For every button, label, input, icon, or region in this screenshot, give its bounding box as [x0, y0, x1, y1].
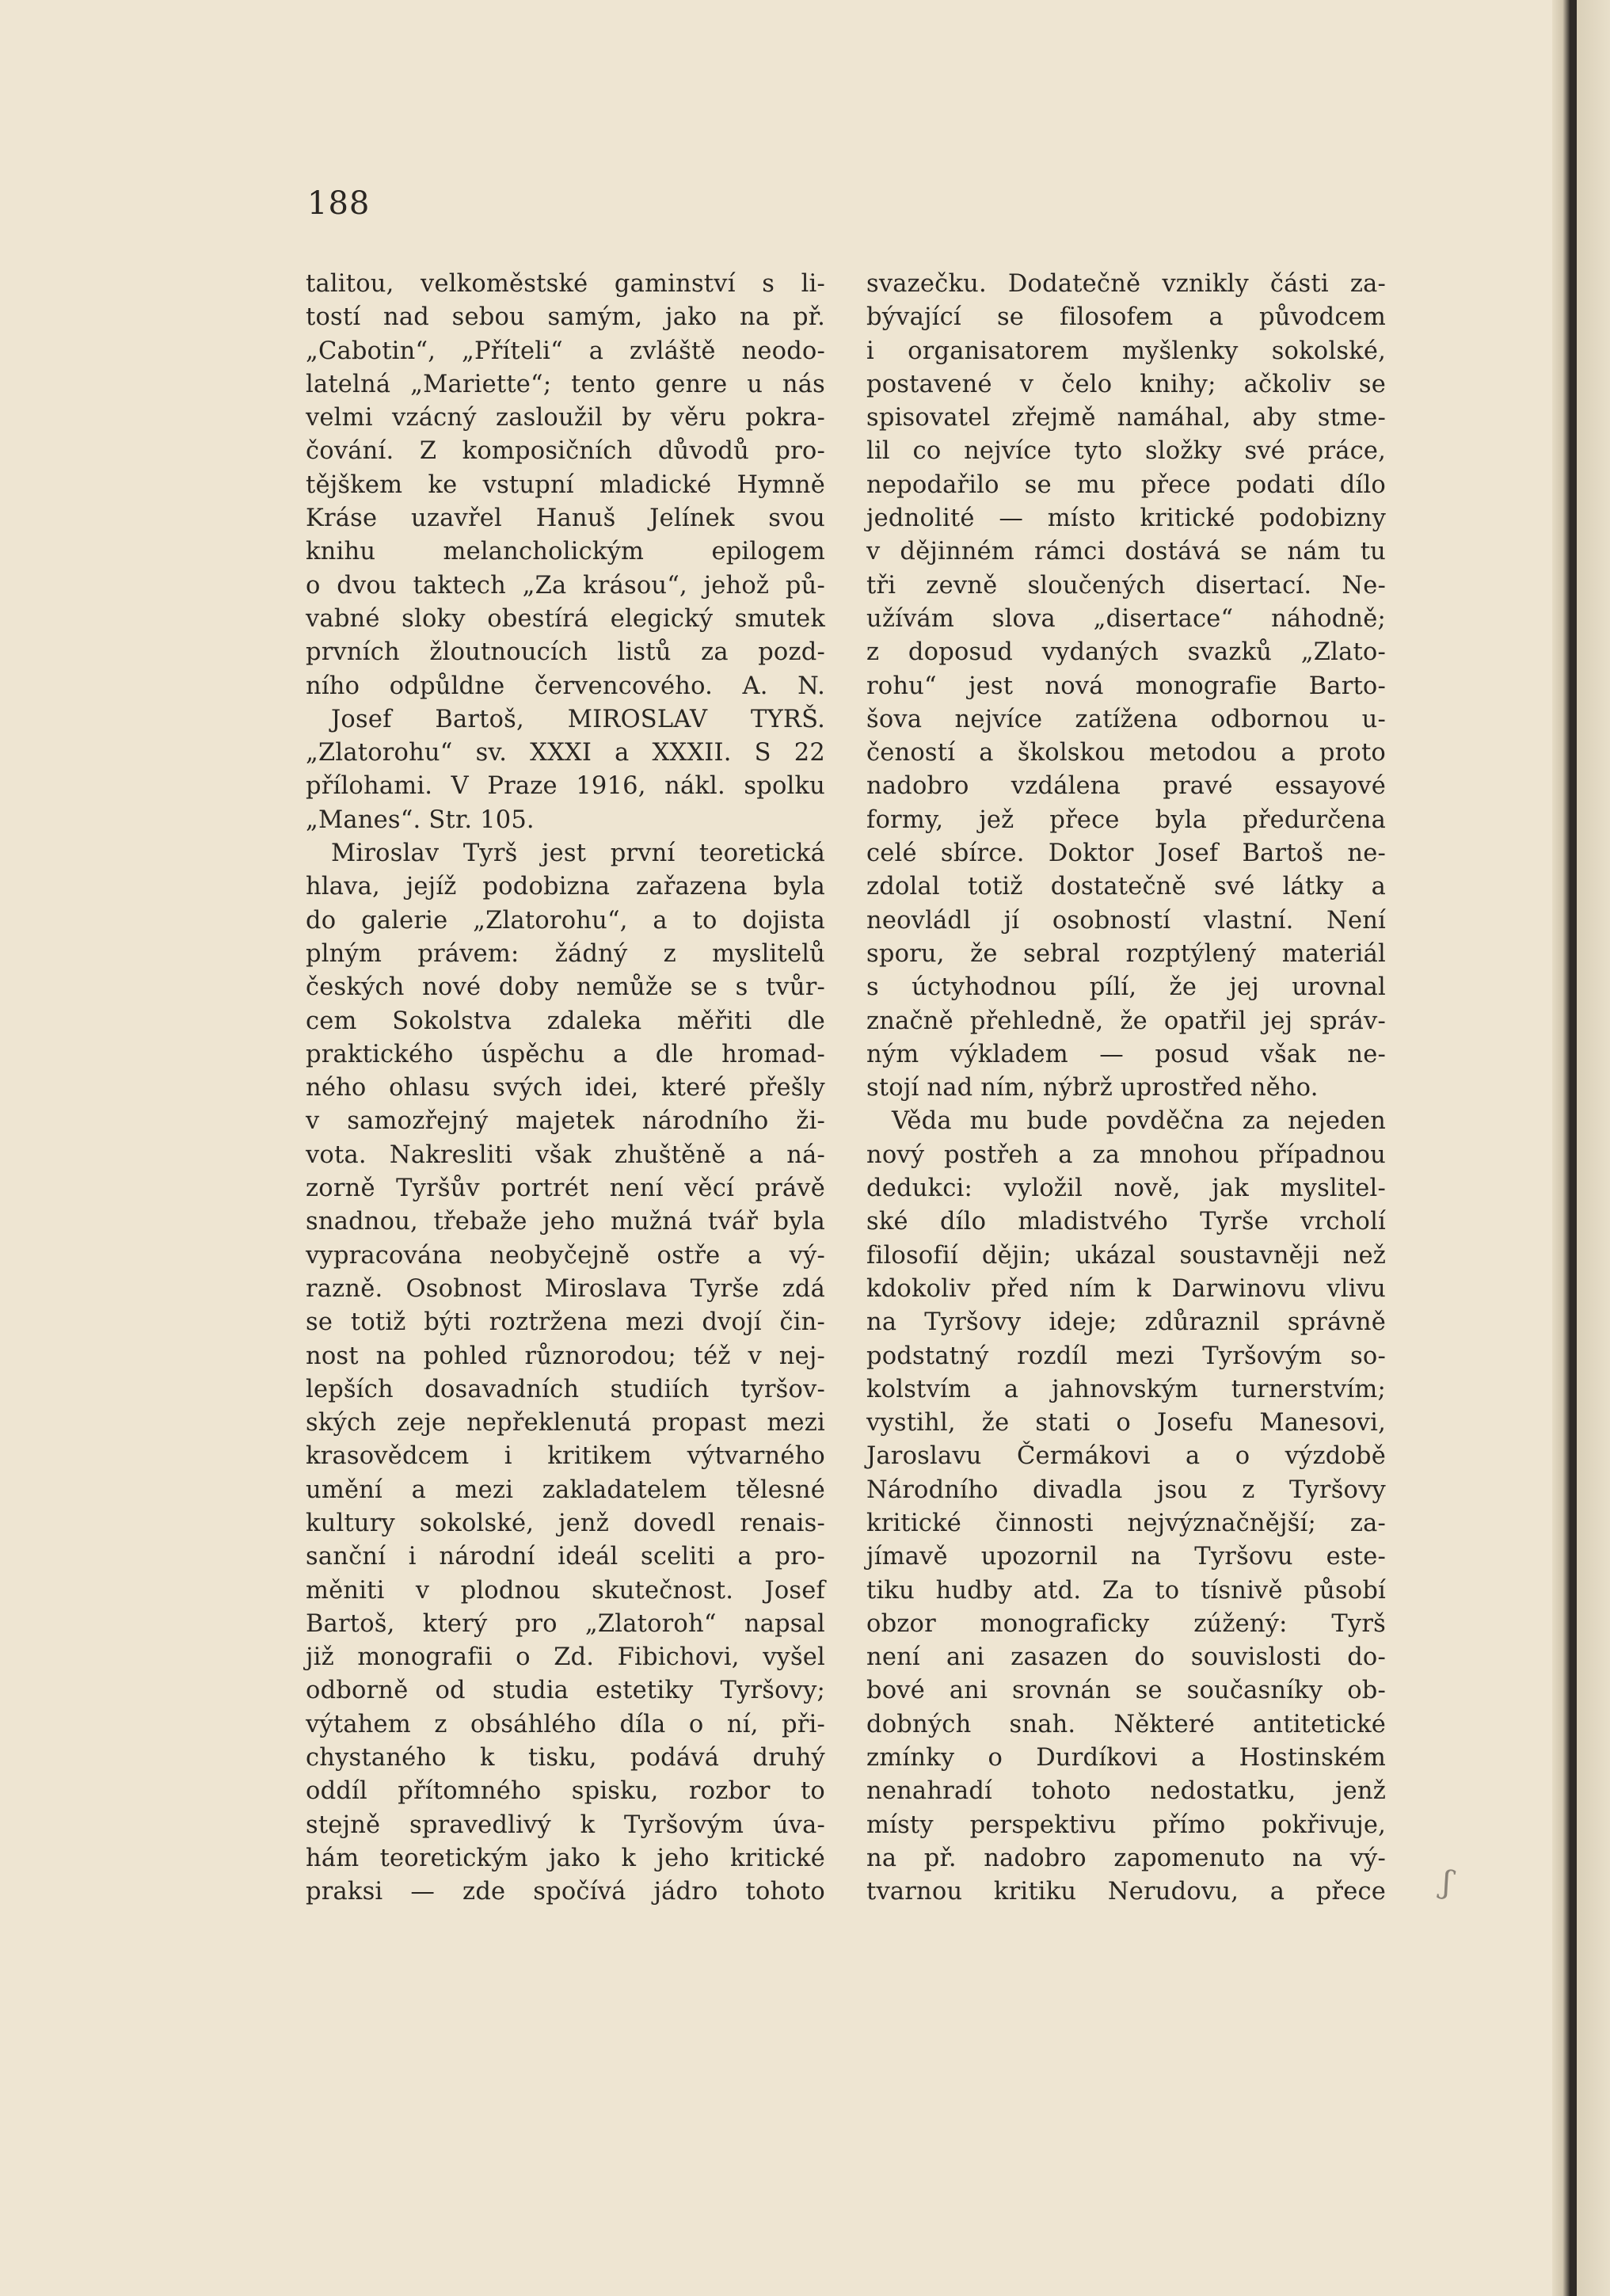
text-line: velmi vzácný zasloužil by věru pokra- — [306, 404, 825, 432]
text-line: lepších dosavadních studiích tyršov- — [306, 1375, 825, 1403]
text-line: odborně od studia estetiky Tyršovy; — [306, 1677, 825, 1705]
text-line: bové ani srovnán se současníky ob- — [866, 1677, 1386, 1705]
text-line: bývající se filosofem a původcem — [866, 303, 1386, 332]
text-line: místy perspektivu přímo pokřivuje, — [866, 1811, 1386, 1839]
text-line: kolstvím a jahnovským turnerstvím; — [866, 1375, 1386, 1403]
text-line: do galerie „Zlatorohu“, a to dojista — [306, 906, 825, 935]
text-line: z doposud vydaných svazků „Zlato- — [866, 638, 1386, 667]
text-line: měniti v plodnou skutečnost. Josef — [306, 1576, 825, 1605]
text-line: i organisatorem myšlenky sokolské, — [866, 337, 1386, 365]
adjacent-page-edge — [1577, 0, 1610, 2296]
text-line: „Cabotin“, „Příteli“ a zvláště neodo- — [306, 337, 825, 365]
text-line: podstatný rozdíl mezi Tyršovým so- — [866, 1342, 1386, 1370]
text-line: chystaného k tisku, podává druhý — [306, 1744, 825, 1772]
text-line: vota. Nakresliti však zhuštěně a ná- — [306, 1140, 825, 1169]
text-line: se totiž býti roztržena mezi dvojí čin- — [306, 1308, 825, 1337]
text-line: již monografii o Zd. Fibichovi, vyšel — [306, 1643, 825, 1672]
text-line: užívám slova „disertace“ náhodně; — [866, 604, 1386, 633]
text-line: postavené v čelo knihy; ačkoliv se — [866, 370, 1386, 398]
text-line: latelná „Mariette“; tento genre u nás — [306, 370, 825, 398]
text-line: plným právem: žádný z myslitelů — [306, 939, 825, 968]
text-line: s úctyhodnou pílí, že jej urovnal — [866, 973, 1386, 1002]
text-line: „Zlatorohu“ sv. XXXI a XXXII. S 22 — [306, 739, 825, 767]
text-line: formy, jež přece byla předurčena — [866, 805, 1386, 834]
text-line: svazečku. Dodatečně vznikly části za- — [866, 270, 1386, 298]
text-line: nenahradí tohoto nedostatku, jenž — [866, 1777, 1386, 1806]
text-line: značně přehledně, že opatřil jej správ- — [866, 1007, 1386, 1035]
text-line: lil co nejvíce tyto složky své práce, — [866, 437, 1386, 466]
text-line: vystihl, že stati o Josefu Manesovi, — [866, 1409, 1386, 1437]
text-line: dobných snah. Některé antitetické — [866, 1710, 1386, 1738]
text-line: nový postřeh a za mnohou případnou — [866, 1140, 1386, 1169]
text-line: oddíl přítomného spisku, rozbor to — [306, 1777, 825, 1806]
text-line: filosofií dějin; ukázal soustavněji než — [866, 1241, 1386, 1270]
text-line: rohu“ jest nová monografie Barto- — [866, 672, 1386, 700]
text-line: na př. nadobro zapomenuto na vý- — [866, 1844, 1386, 1872]
left-text-column — [306, 268, 825, 1910]
spine-shadow — [1552, 0, 1570, 2296]
text-line: tiku hudby atd. Za to tísnivě působí — [866, 1576, 1386, 1605]
text-line: krasovědcem i kritikem výtvarného — [306, 1442, 825, 1471]
text-line: jímavě upozornil na Tyršovu este- — [866, 1543, 1386, 1571]
text-line: Miroslav Tyrš jest první teoretická — [331, 840, 825, 868]
text-line: Věda mu bude povděčna za nejeden — [892, 1107, 1386, 1136]
text-line: zmínky o Durdíkovi a Hostinském — [866, 1744, 1386, 1772]
text-line: na Tyršovy ideje; zdůraznil správně — [866, 1308, 1386, 1337]
text-line: umění a mezi zakladatelem tělesné — [306, 1475, 825, 1504]
text-line: cem Sokolstva zdaleka měřiti dle — [306, 1007, 825, 1035]
text-line: dedukci: vyložil nově, jak myslitel- — [866, 1175, 1386, 1203]
text-line: snadnou, třebaže jeho mužná tvář byla — [306, 1208, 825, 1236]
text-line: praksi — zde spočívá jádro tohoto — [306, 1878, 825, 1906]
text-line: stojí nad ním, nýbrž uprostřed něho. — [866, 1074, 1319, 1102]
text-line: ských zeje nepřeklenutá propast mezi — [306, 1409, 825, 1437]
text-line: neovládl jí osobností vlastní. Není — [866, 906, 1386, 935]
text-line: ního odpůldne červencového. A. N. — [306, 672, 825, 700]
text-line: ným výkladem — posud však ne- — [866, 1040, 1386, 1068]
text-line: jednolité — místo kritické podobizny — [866, 505, 1386, 533]
text-line: spisovatel zřejmě namáhal, aby stme- — [866, 404, 1386, 432]
text-line: vabné sloky obestírá elegický smutek — [306, 604, 825, 633]
text-line: sporu, že sebral rozptýlený materiál — [866, 939, 1386, 968]
book-spine — [1570, 0, 1577, 2296]
text-line: nost na pohled různorodou; též v nej- — [306, 1342, 825, 1370]
text-line: „Manes“. Str. 105. — [306, 805, 535, 834]
text-line: stejně spravedlivý k Tyršovým úva- — [306, 1811, 825, 1839]
text-line: nadobro vzdálena pravé essayové — [866, 772, 1386, 801]
text-line: kritické činnosti nejvýznačnější; za- — [866, 1509, 1386, 1537]
text-line: obzor monograficky zúžený: Tyrš — [866, 1609, 1386, 1638]
text-line: talitou, velkoměstské gaminství s li- — [306, 270, 825, 298]
text-line: Kráse uzavřel Hanuš Jelínek svou — [306, 505, 825, 533]
text-line: přílohami. V Praze 1916, nákl. spolku — [306, 772, 825, 801]
text-line: prvních žloutnoucích listů za pozd- — [306, 638, 825, 667]
text-line: českých nové doby nemůže se s tvůr- — [306, 973, 825, 1002]
review-heading-line: Josef Bartoš, MIROSLAV TYRŠ. — [331, 705, 825, 733]
text-line: kdokoliv před ním k Darwinovu vlivu — [866, 1274, 1386, 1303]
text-line: Bartoš, který pro „Zlatoroh“ napsal — [306, 1609, 825, 1638]
text-line: výtahem z obsáhlého díla o ní, při- — [306, 1710, 825, 1738]
text-line: vypracována neobyčejně ostře a vý- — [306, 1241, 825, 1270]
text-line: hlava, jejíž podobizna zařazena byla — [306, 873, 825, 901]
text-line: ného ohlasu svých idei, které přešly — [306, 1074, 825, 1102]
text-line: v dějinném rámci dostává se nám tu — [866, 538, 1386, 566]
text-line: tři zevně sloučených disertací. Ne- — [866, 571, 1386, 600]
right-text-column — [866, 268, 1386, 1910]
text-line: ské dílo mladistvého Tyrše vrcholí — [866, 1208, 1386, 1236]
text-line: nepodařilo se mu přece podati dílo — [866, 470, 1386, 499]
text-line: hám teoretickým jako k jeho kritické — [306, 1844, 825, 1872]
text-line: tvarnou kritiku Nerudovu, a přece — [866, 1878, 1386, 1906]
text-line: čeností a školskou metodou a proto — [866, 739, 1386, 767]
text-line: v samozřejný majetek národního ži- — [306, 1107, 825, 1136]
text-line: razně. Osobnost Miroslava Tyrše zdá — [306, 1274, 825, 1303]
text-line: zdolal totiž dostatečně své látky a — [866, 873, 1386, 901]
text-line: praktického úspěchu a dle hromad- — [306, 1040, 825, 1068]
page-number: 188 — [307, 185, 371, 222]
text-line: tějškem ke vstupní mladické Hymně — [306, 470, 825, 499]
text-line: tostí nad sebou samým, jako na př. — [306, 303, 825, 332]
text-line: sanční i národní ideál sceliti a pro- — [306, 1543, 825, 1571]
text-line: není ani zasazen do souvislosti do- — [866, 1643, 1386, 1672]
text-line: šova nejvíce zatížena odbornou u- — [866, 705, 1386, 733]
text-line: knihu melancholickým epilogem — [306, 538, 825, 566]
text-line: kultury sokolské, jenž dovedl renais- — [306, 1509, 825, 1537]
text-line: zorně Tyršův portrét není věcí právě — [306, 1175, 825, 1203]
text-line: celé sbírce. Doktor Josef Bartoš ne- — [866, 840, 1386, 868]
text-line: Národního divadla jsou z Tyršovy — [866, 1475, 1386, 1504]
text-line: Jaroslavu Čermákovi a o výzdobě — [866, 1442, 1386, 1471]
pencil-mark-icon: ʃ — [1439, 1864, 1456, 1902]
text-line: čování. Z komposičních důvodů pro- — [306, 437, 825, 466]
text-line: o dvou taktech „Za krásou“, jehož pů- — [306, 571, 825, 600]
